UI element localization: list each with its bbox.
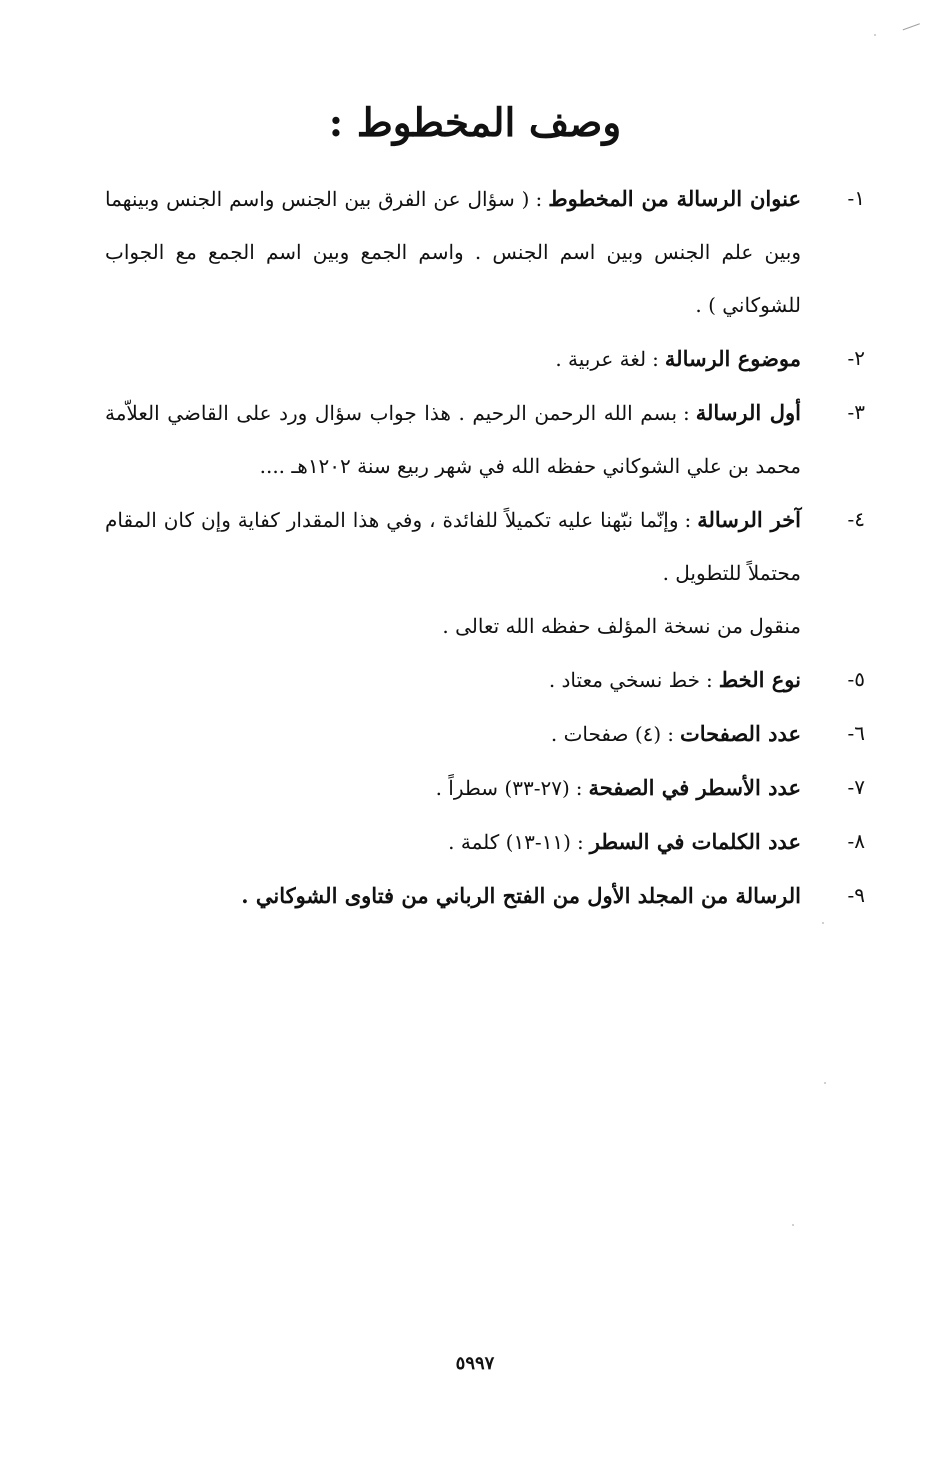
item-text: (١١-١٣) كلمة .: [448, 830, 571, 854]
item-body: [105, 707, 801, 761]
item-label: عدد الصفحات: [679, 721, 801, 746]
item-body: [105, 761, 801, 815]
list-item-beginning: [105, 386, 865, 493]
item-text: وإنّما نبّهنا عليه تكميلاً للفائدة ، وفي هذا المقدار كفاية وإن كان المقام محتملاً للتطويل .: [105, 508, 801, 585]
item-label: موضوع الرسالة: [664, 346, 801, 371]
item-number: ٢-: [847, 346, 865, 370]
list-item-words-per-line: [105, 815, 865, 869]
colon: :: [652, 347, 659, 371]
item-text: بسم الله الرحمن الرحيم . هذا جواب سؤال ورد على القاضي العلاّمة محمد بن علي الشوكاني حفظه الله في شهر ربيع سنة ١٢٠٢هـ ....: [105, 401, 801, 478]
scan-speck: [824, 1082, 826, 1084]
item-label: آخر الرسالة: [697, 507, 802, 532]
item-number: ٣-: [847, 400, 865, 424]
item-label: عدد الأسطر في الصفحة: [588, 775, 801, 800]
item-number: ٦-: [847, 721, 865, 745]
item-text: (٤) صفحات .: [550, 722, 662, 746]
page-title: وصف المخطوط :: [328, 100, 622, 146]
scan-speck: [822, 922, 824, 924]
item-number: ٥-: [847, 667, 865, 691]
item-label: أول الرسالة: [695, 400, 801, 425]
colon: :: [535, 187, 543, 211]
item-number: ٤-: [847, 507, 865, 531]
colon: :: [575, 776, 583, 800]
list-item-volume: [105, 869, 865, 922]
item-text: (٢٧-٣٣) سطراً .: [435, 776, 570, 800]
item-body: [105, 815, 801, 869]
page-number: ٥٩٩٧: [455, 1353, 495, 1374]
item-body: [105, 172, 801, 332]
scan-mark: [903, 23, 924, 39]
item-text: خط نسخي معتاد .: [548, 668, 700, 692]
item-body: [105, 332, 801, 386]
source-note: منقول من نسخة المؤلف حفظه الله تعالى .: [442, 614, 801, 638]
scan-speck: [792, 1224, 794, 1226]
item-body: الرسالة من المجلد الأول من الفتح الرباني من فتاوى الشوكاني .: [241, 883, 801, 908]
item-label: عنوان الرسالة من المخطوط: [548, 186, 801, 211]
list-item-script-type: [105, 653, 865, 707]
item-number: ٨-: [847, 829, 865, 853]
scan-speck: [874, 34, 876, 36]
item-number: ٩-: [847, 883, 865, 907]
list-item-title: [105, 172, 865, 332]
item-number: ٧-: [847, 775, 865, 799]
colon: :: [684, 508, 692, 532]
colon: :: [667, 722, 674, 746]
manuscript-description: [105, 172, 865, 922]
item-text: ( سؤال عن الفرق بين الجنس واسم الجنس وبينهما وبين علم الجنس وبين اسم الجنس . واسم الجمع وبين اسم الجمع مع الجواب للشوكاني ) .: [105, 187, 801, 317]
item-body: [105, 493, 801, 600]
colon: :: [705, 668, 713, 692]
colon: :: [683, 401, 690, 425]
colon: :: [576, 830, 584, 854]
list-item-lines-per-page: [105, 761, 865, 815]
list-item-page-count: [105, 707, 865, 761]
item-body: [105, 653, 801, 707]
item-text: لغة عربية .: [555, 347, 647, 371]
list-item-subject: [105, 332, 865, 386]
item-label: عدد الكلمات في السطر: [589, 829, 801, 854]
item-label: نوع الخط: [718, 667, 801, 692]
item-body: [105, 386, 801, 493]
item-number: ١-: [847, 186, 865, 210]
list-item-ending: [105, 493, 865, 600]
